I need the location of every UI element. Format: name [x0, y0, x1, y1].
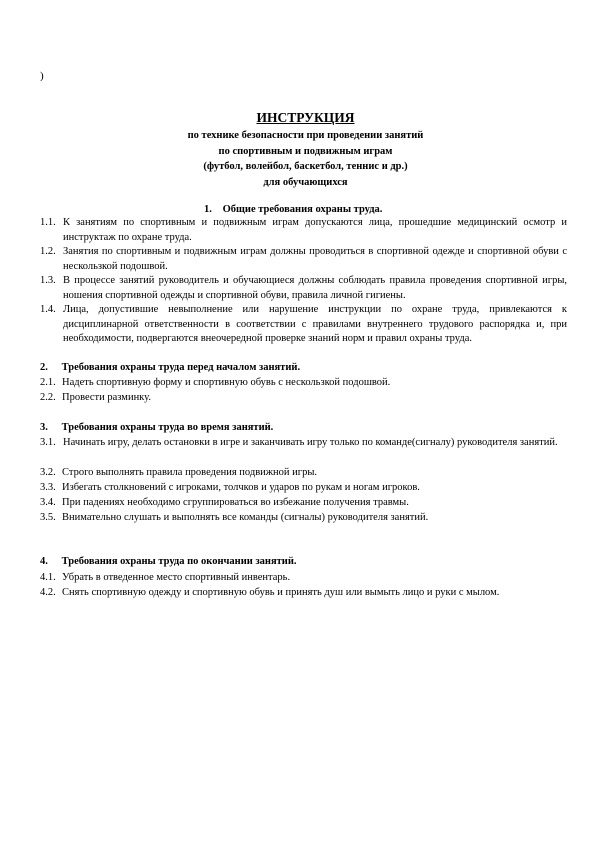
list-item-3-5	[40, 511, 567, 526]
subtitle-line: (футбол, волейбол, баскетбол, теннис и др.)	[203, 161, 408, 172]
list-item-3-4	[40, 496, 567, 511]
list-item-2-1	[40, 376, 567, 391]
list-item-1-1	[40, 216, 567, 245]
subtitle-line: по технике безопасности при проведении занятий	[187, 130, 424, 141]
section-2-heading	[40, 361, 300, 375]
item-text: Убрать в отведенное место спортивный инвентарь.	[62, 572, 291, 583]
subtitle-line: по спортивным и подвижным играм	[218, 145, 393, 157]
section-number: 3.	[40, 422, 48, 433]
list-item-1-4	[40, 303, 567, 347]
item-number: 3.5.	[40, 512, 56, 523]
item-number: 1.3.	[40, 275, 56, 286]
item-text: В процессе занятий руководитель и обучающиеся должны соблюдать правила проведения спортивной игры, ношения спортивной одежды и спортивной обуви, правила личной гигиены.	[63, 275, 567, 301]
section-1-heading	[204, 203, 382, 217]
section-heading-text: Требования охраны труда по окончании занятий.	[61, 556, 297, 567]
item-text: Строго выполнять правила проведения подвижной игры.	[62, 467, 318, 478]
section-heading-text: Общие требования охраны труда.	[222, 204, 383, 215]
document-subtitle	[0, 128, 595, 190]
section-heading-text: Требования охраны труда во время занятий.	[61, 422, 274, 433]
item-number: 3.1.	[40, 437, 56, 448]
section-number: 2.	[40, 362, 48, 373]
section-heading-text: Требования охраны труда перед началом занятий.	[61, 362, 301, 373]
subtitle-line: для обучающихся	[263, 176, 348, 188]
item-text: Начинать игру, делать остановки в игре и заканчивать игру только по команде(сигналу) руководителя занятий.	[63, 437, 558, 448]
item-number: 2.2.	[40, 392, 56, 403]
item-text: Избегать столкновений с игроками, толчков и ударов по рукам и ногам игроков.	[62, 482, 420, 493]
item-text: Надеть спортивную форму и спортивную обувь с нескользкой подошвой.	[62, 377, 391, 388]
section-4-heading	[40, 555, 297, 569]
item-number: 4.1.	[40, 572, 56, 583]
section-number: 1.	[204, 204, 212, 215]
item-text: Снять спортивную одежду и спортивную обувь и принять душ или вымыть лицо и руки с мылом.	[62, 587, 500, 598]
item-text: Лица, допустившие невыполнение или нарушение инструкции по охране труда, привлекаются к дисциплинарной ответственности в соответствии с правилами внутреннего трудового распорядка и, при необходимости, подвергаются внеочередной проверке знаний норм и правил охраны труда.	[63, 304, 567, 344]
item-number: 3.2.	[40, 467, 56, 478]
document-title: ИНСТРУКЦИЯ	[256, 110, 355, 125]
stray-mark: )	[40, 70, 44, 82]
section-3-heading	[40, 421, 273, 435]
list-item-4-1	[40, 571, 567, 586]
item-text: Внимательно слушать и выполнять все команды (сигналы) руководителя занятий.	[62, 512, 429, 523]
item-number: 1.1.	[40, 217, 56, 228]
item-text: При падениях необходимо сгруппироваться во избежание получения травмы.	[62, 497, 409, 508]
section-number: 4.	[40, 556, 48, 567]
item-text: Занятия по спортивным и подвижным играм должны проводиться в спортивной одежде и спортивной обуви с нескользкой подошвой.	[63, 246, 567, 272]
list-item-3-1	[40, 436, 567, 451]
list-item-3-2	[40, 466, 567, 481]
item-number: 4.2.	[40, 587, 56, 598]
item-number: 1.4.	[40, 304, 56, 315]
item-number: 2.1.	[40, 377, 56, 388]
item-text: К занятиям по спортивным и подвижным играм допускаются лица, прошедшие медицинский осмотр и инструктаж по охране труда.	[63, 217, 567, 243]
list-item-3-3	[40, 481, 567, 496]
item-text: Провести разминку.	[62, 392, 151, 403]
item-number: 3.3.	[40, 482, 56, 493]
item-number: 3.4.	[40, 497, 56, 508]
item-number: 1.2.	[40, 246, 56, 257]
list-item-4-2	[40, 586, 567, 601]
list-item-1-2	[40, 245, 567, 274]
list-item-2-2	[40, 391, 567, 406]
list-item-1-3	[40, 274, 567, 303]
